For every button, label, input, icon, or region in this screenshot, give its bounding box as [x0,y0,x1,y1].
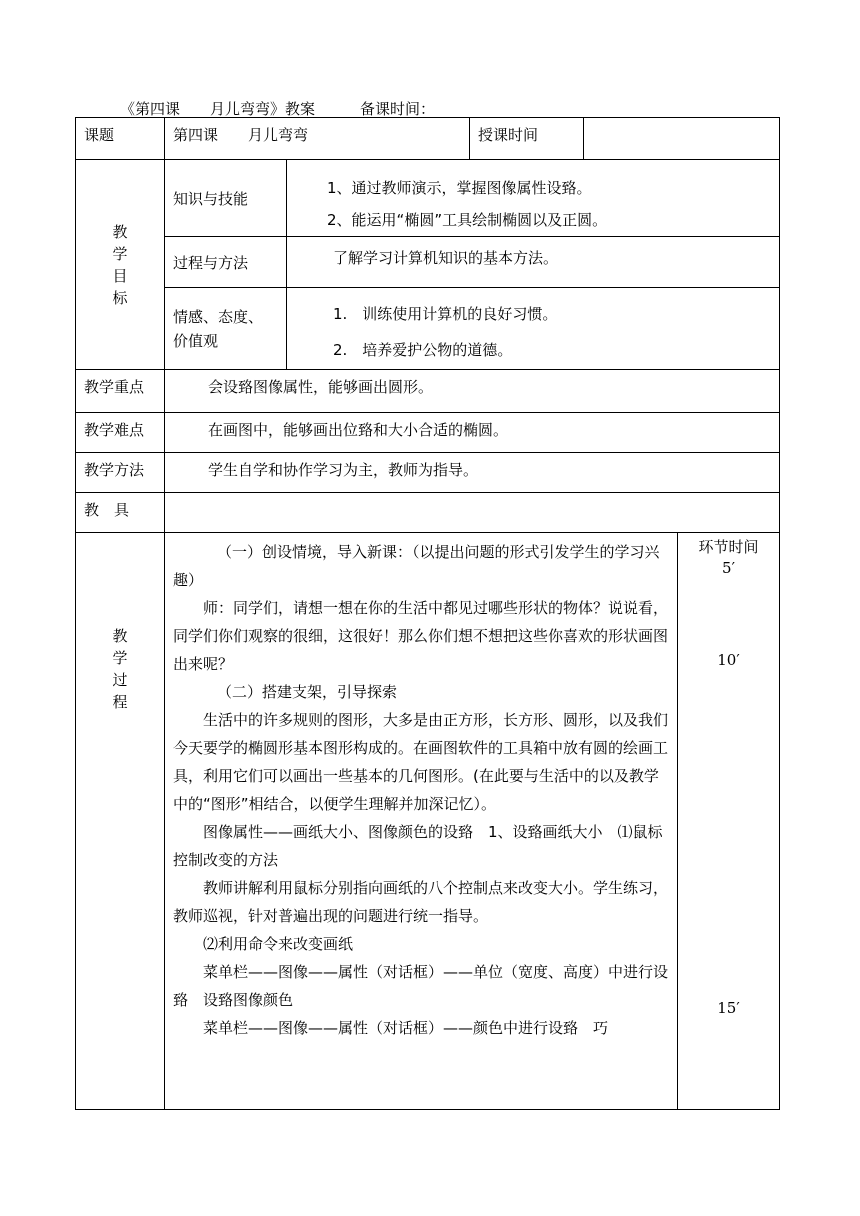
time-value-3: 15′ [717,999,740,1017]
process-paragraph-3: （二）搭建支架，引导探索 [217,683,398,701]
tools-label: 教 具 [76,493,165,533]
process-paragraph-6: 教师讲解利用鼠标分别指向画纸的八个控制点来改变大小。学生练习，教师巡视，针对普遍出现的问题进行统一指导。 [173,879,669,925]
method-row [76,453,780,493]
process-paragraph-9: 菜单栏——图像——属性（对话框）——颜色中进行设臵 巧 [203,1019,609,1037]
topic-row [76,118,780,160]
method-text: 学生自学和协作学习为主，教师为指导。 [165,453,780,493]
time-value-2: 10′ [717,651,740,669]
tools-row [76,493,780,533]
process-label: 过程与方法 [165,237,287,288]
objective-emotion-row [76,288,780,370]
emotion-items [287,288,780,370]
process-paragraph-2: 师：同学们，请想一想在你的生活中都见过哪些形状的物体？说说看，同学们你们观察的很细，这很好！那么你们想不想把这些你喜欢的形状画图出来呢？ [173,599,669,673]
method-label: 教学方法 [76,453,165,493]
time-header: 环节时间 [698,538,759,556]
time-column [678,533,780,1110]
process-section-content [165,533,678,1110]
process-paragraph-8: 菜单栏——图像——属性（对话框）——单位（宽度、高度）中进行设臵 设臵图像颜色 [173,963,669,1009]
time-value-1: 5′ [722,559,735,577]
emotion-item-2: 2. 培养爱护公物的道德。 [333,341,513,359]
emotion-item-1: 1. 训练使用计算机的良好习惯。 [333,305,558,323]
knowledge-item-2: 2、能运用“椭圆”工具绘制椭圆以及正圆。 [327,211,608,229]
teaching-time-label: 授课时间 [470,118,584,160]
emotion-label: 情感、态度、 价值观 [165,288,287,370]
knowledge-label: 知识与技能 [165,160,287,237]
key-point-label: 教学重点 [76,370,165,413]
process-paragraph-4: 生活中的许多规则的图形，大多是由正方形，长方形、圆形，以及我们今天要学的椭圆形基本图形构成的。在画图软件的工具箱中放有圆的绘画工具，利用它们可以画出一些基本的几何图形。(在此要与生活中的以及教学中的“图形”相结合，以便学生理解并加深记忆）。 [173,711,669,813]
key-point-row [76,370,780,413]
objectives-label: 教 学 目 标 [76,160,165,370]
process-section-label: 教 学 过 程 [76,533,165,1110]
tools-text [165,493,780,533]
knowledge-items [287,160,780,237]
difficulty-label: 教学难点 [76,413,165,453]
process-text: 了解学习计算机知识的基本方法。 [287,237,780,288]
objective-process-row [76,237,780,288]
knowledge-item-1: 1、通过教师演示，掌握图像属性设臵。 [327,179,592,197]
lesson-plan-table [75,117,780,1110]
topic-value: 第四课 月儿弯弯 [165,118,470,160]
process-paragraph-7: ⑵利用命令来改变画纸 [203,935,354,953]
objective-knowledge-row [76,160,780,237]
topic-label: 课题 [76,118,165,160]
difficulty-row [76,413,780,453]
process-paragraph-5: 图像属性——画纸大小、图像颜色的设臵 1、设臵画纸大小 ⑴鼠标控制改变的方法 [173,823,663,869]
key-point-text: 会设臵图像属性，能够画出圆形。 [165,370,780,413]
teaching-time-value [584,118,780,160]
process-section-row [76,533,780,1110]
document-header: 《第四课 月儿弯弯》教案 备课时间： [120,100,436,118]
process-paragraph-1: （一）创设情境，导入新课：（以提出问题的形式引发学生的学习兴趣） [173,543,660,589]
difficulty-text: 在画图中，能够画出位臵和大小合适的椭圆。 [165,413,780,453]
